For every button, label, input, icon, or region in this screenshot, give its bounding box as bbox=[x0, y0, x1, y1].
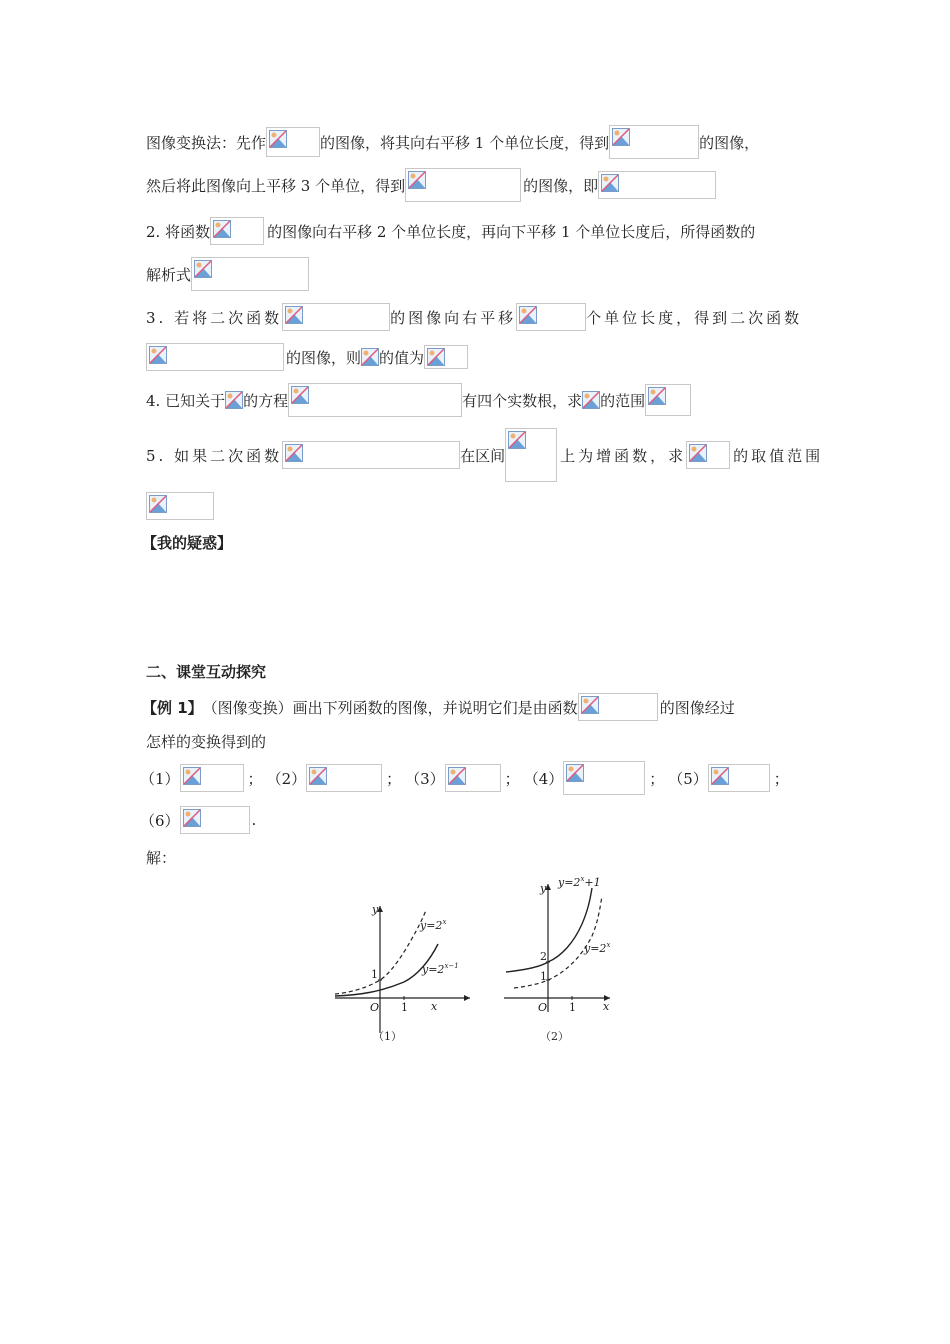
formula-image-placeholder bbox=[282, 303, 390, 331]
curve-label-b-sup: x−1 bbox=[444, 962, 459, 970]
broken-image-icon bbox=[225, 391, 243, 409]
origin-label: O bbox=[538, 1001, 548, 1014]
curve-label-b bbox=[421, 962, 459, 976]
separator: ； bbox=[649, 769, 665, 788]
broken-image-icon bbox=[213, 220, 231, 238]
broken-image-icon bbox=[408, 171, 426, 189]
text: 个单位长度，得到二次函数 bbox=[586, 308, 803, 327]
text-line-4 bbox=[146, 257, 309, 291]
broken-image-icon bbox=[285, 444, 303, 462]
text: 在区间 bbox=[460, 446, 506, 465]
separator: ； bbox=[386, 769, 402, 788]
text: 的图像向右平移 bbox=[390, 308, 517, 327]
example-items-row bbox=[140, 760, 789, 796]
text: 2. 将函数 bbox=[146, 222, 211, 241]
formula-image-placeholder bbox=[405, 168, 521, 202]
text: 的图像，则 bbox=[286, 348, 362, 367]
formula-image-placeholder bbox=[191, 257, 309, 291]
x-label: x bbox=[603, 1000, 610, 1013]
broken-image-icon bbox=[711, 767, 729, 785]
x-label: x bbox=[431, 1000, 438, 1013]
curve-solid bbox=[506, 888, 592, 972]
broken-image-icon bbox=[183, 809, 201, 827]
formula-image-placeholder bbox=[146, 492, 214, 520]
broken-image-icon bbox=[448, 767, 466, 785]
broken-image-icon bbox=[149, 495, 167, 513]
formula-image-placeholder bbox=[210, 217, 264, 245]
item-label: （2） bbox=[266, 769, 307, 788]
curve-label-a bbox=[557, 875, 601, 889]
answer-label bbox=[146, 842, 176, 872]
curve-label-a-main: y=2 bbox=[558, 876, 581, 889]
example-tag: 【例 1】 bbox=[142, 698, 203, 717]
item-label: （5） bbox=[668, 769, 708, 788]
figure-caption: （1） bbox=[373, 1030, 402, 1043]
text-line-3 bbox=[146, 216, 755, 246]
text-line-6 bbox=[146, 342, 468, 372]
formula-image-placeholder bbox=[361, 346, 379, 368]
formula-image-placeholder bbox=[609, 125, 699, 159]
curve-label-a-tail: +1 bbox=[584, 876, 601, 889]
example-1-line bbox=[142, 692, 735, 722]
doubt-heading bbox=[142, 527, 232, 557]
figure-caption: （2） bbox=[540, 1030, 569, 1043]
text: 解析式 bbox=[146, 265, 192, 284]
broken-image-icon bbox=[309, 767, 327, 785]
broken-image-icon bbox=[361, 348, 379, 366]
item-label: （4） bbox=[523, 769, 564, 788]
broken-image-icon bbox=[612, 128, 630, 146]
formula-image-placeholder bbox=[146, 343, 284, 371]
broken-image-icon bbox=[648, 387, 666, 405]
text: 的图像， bbox=[699, 133, 760, 152]
graph-figure-2 bbox=[500, 872, 620, 1048]
text: 然后将此图像向上平移 3 个单位，得到 bbox=[146, 176, 406, 195]
graph-figure-1 bbox=[330, 898, 480, 1048]
section-heading bbox=[146, 656, 266, 686]
text: 4. 已知关于 bbox=[146, 391, 226, 410]
broken-image-icon bbox=[194, 260, 212, 278]
text: 解： bbox=[146, 848, 177, 867]
formula-image-placeholder bbox=[708, 764, 770, 792]
x-tick-label: 1 bbox=[401, 1001, 408, 1014]
formula-image-placeholder bbox=[306, 764, 382, 792]
text: 怎样的变换得到的 bbox=[146, 732, 267, 751]
curve-label-a-sup: x bbox=[442, 918, 447, 926]
formula-image-placeholder bbox=[686, 441, 730, 469]
period: . bbox=[251, 811, 257, 829]
text-line-1 bbox=[146, 127, 759, 157]
text: 图像变换法：先作 bbox=[146, 133, 267, 152]
text: 的图像，将其向右平移 1 个单位长度，得到 bbox=[320, 133, 610, 152]
text: 【我的疑惑】 bbox=[142, 533, 233, 552]
curve-label-b-sup: x bbox=[606, 941, 611, 949]
text: 的图像经过 bbox=[659, 698, 735, 717]
text-line-8 bbox=[146, 428, 823, 482]
text: 的范围 bbox=[600, 391, 646, 410]
item-label: （1） bbox=[140, 769, 180, 788]
formula-image-placeholder bbox=[645, 384, 691, 416]
text-line-7 bbox=[146, 382, 691, 418]
curve-label-b-main: y=2 bbox=[422, 963, 445, 976]
broken-image-icon bbox=[689, 444, 707, 462]
y-label: y bbox=[372, 903, 379, 916]
formula-image-placeholder bbox=[445, 764, 501, 792]
origin-label: O bbox=[370, 1001, 380, 1014]
broken-image-icon bbox=[581, 696, 599, 714]
broken-image-icon bbox=[519, 306, 537, 324]
formula-image-placeholder bbox=[180, 764, 244, 792]
formula-image-placeholder bbox=[282, 441, 460, 469]
broken-image-icon bbox=[149, 346, 167, 364]
formula-image-placeholder bbox=[516, 303, 586, 331]
curve-label-b bbox=[583, 941, 610, 955]
y-tick-label: 1 bbox=[371, 968, 378, 981]
formula-image-placeholder bbox=[225, 389, 243, 411]
broken-image-icon bbox=[291, 386, 309, 404]
x-axis-arrow-icon bbox=[464, 995, 470, 1001]
x-tick-label: 1 bbox=[569, 1001, 576, 1014]
text: 的值为 bbox=[379, 348, 425, 367]
broken-image-icon bbox=[582, 391, 600, 409]
text: 3. 若将二次函数 bbox=[146, 308, 283, 327]
formula-image-placeholder bbox=[598, 171, 716, 199]
formula-image-placeholder bbox=[582, 389, 600, 411]
example-items-row-2 bbox=[140, 805, 256, 835]
text: 的图像向右平移 2 个单位长度，再向下平移 1 个单位长度后，所得函数的 bbox=[267, 222, 756, 241]
broken-image-icon bbox=[601, 174, 619, 192]
separator: ； bbox=[773, 769, 789, 788]
formula-image-placeholder bbox=[563, 761, 645, 795]
curve-label-b-main: y=2 bbox=[584, 942, 607, 955]
text: 的图像，即 bbox=[523, 176, 599, 195]
text: 二、课堂互动探究 bbox=[146, 662, 267, 681]
formula-image-placeholder bbox=[288, 383, 462, 417]
y-tick-label: 2 bbox=[540, 950, 547, 963]
text-line-2 bbox=[146, 170, 716, 200]
item-label: （3） bbox=[405, 769, 445, 788]
formula-image-placeholder bbox=[578, 693, 658, 721]
broken-image-icon bbox=[269, 130, 287, 148]
broken-image-icon bbox=[566, 764, 584, 782]
broken-image-icon bbox=[183, 767, 201, 785]
item-label: （6） bbox=[140, 811, 180, 830]
broken-image-icon bbox=[427, 348, 445, 366]
y-label: y bbox=[540, 882, 547, 895]
text: 有四个实数根，求 bbox=[462, 391, 583, 410]
text: 5. 如果二次函数 bbox=[146, 446, 283, 465]
formula-image-placeholder bbox=[505, 428, 557, 482]
text: （图像变换）画出下列函数的图像，并说明它们是由函数 bbox=[202, 698, 578, 717]
formula-image-placeholder bbox=[180, 806, 250, 834]
curve-label-a-main: y=2 bbox=[420, 919, 443, 932]
text: 的方程 bbox=[243, 391, 289, 410]
separator: ； bbox=[247, 769, 263, 788]
formula-image-placeholder bbox=[424, 345, 468, 369]
y-tick-label: 1 bbox=[540, 970, 547, 983]
example-1-line-2 bbox=[146, 726, 266, 756]
text: 上为增函数，求 bbox=[560, 446, 687, 465]
separator: ； bbox=[504, 769, 520, 788]
formula-image-placeholder bbox=[266, 127, 320, 157]
text-line-9 bbox=[146, 491, 214, 521]
text: 的取值范围 bbox=[733, 446, 824, 465]
text-line-5 bbox=[146, 302, 802, 332]
broken-image-icon bbox=[285, 306, 303, 324]
broken-image-icon bbox=[508, 431, 526, 449]
curve-label-a-sup: x bbox=[580, 875, 585, 883]
curve-label-a bbox=[419, 918, 446, 932]
